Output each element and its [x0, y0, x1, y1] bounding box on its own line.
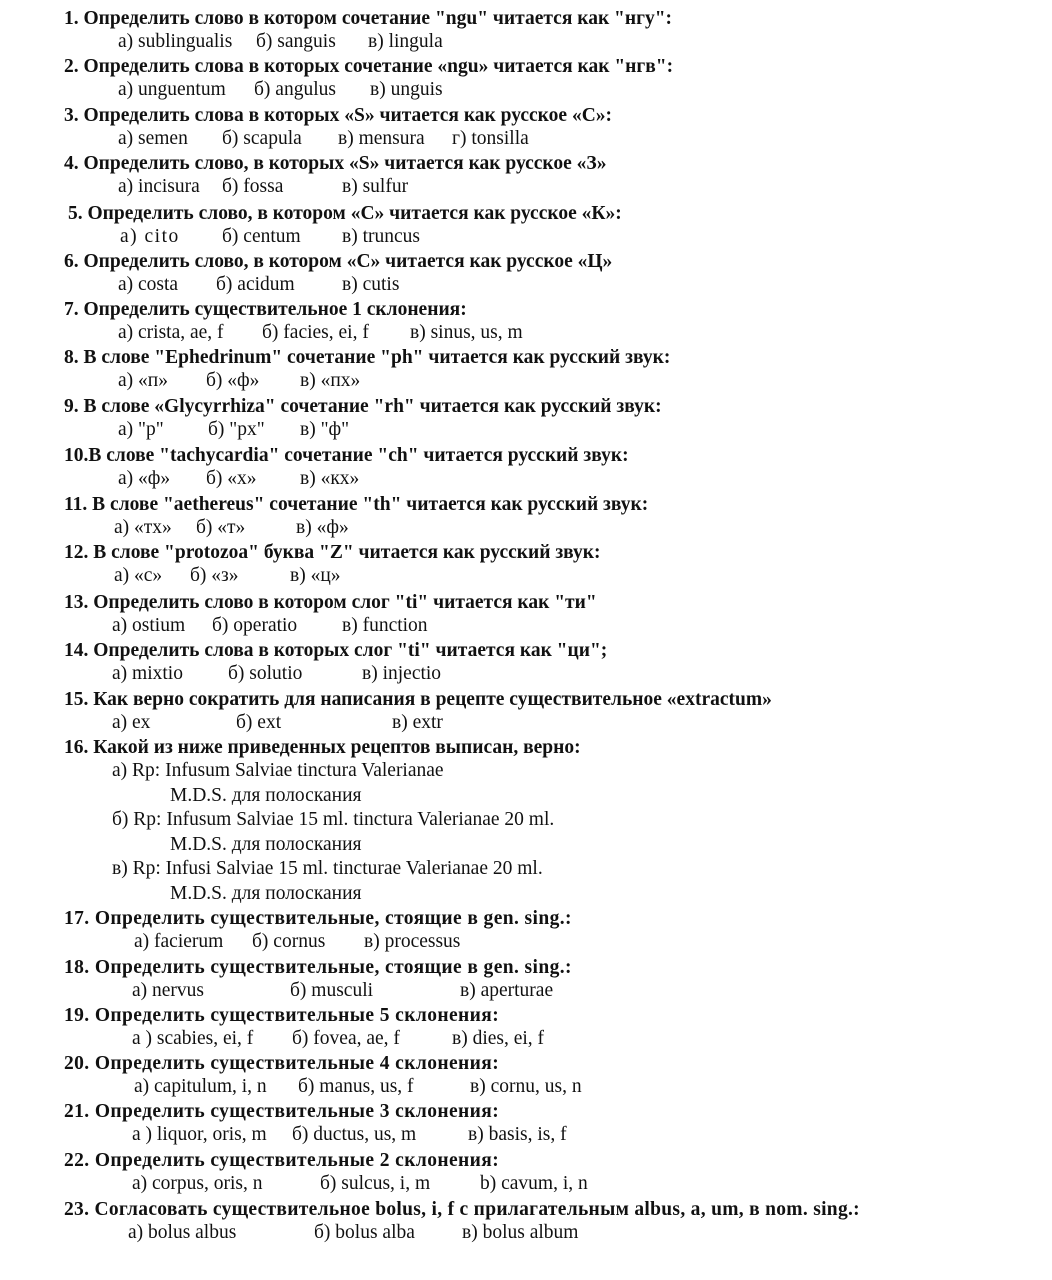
- option-3c: в) mensura: [338, 128, 425, 149]
- option-3b: б) scapula: [222, 128, 302, 149]
- option-5c: в) truncus: [342, 226, 420, 247]
- question-19: 19. Определить существительные 5 склонения:: [64, 1005, 500, 1026]
- option-17a: а) facierum: [134, 931, 224, 952]
- option-18c: в) aperturae: [460, 980, 554, 1001]
- option-14a: а) mixtio: [112, 663, 183, 684]
- question-3: 3. Определить слова в которых «S» читается как русское «С»:: [64, 105, 613, 126]
- question-1: 1. Определить слово в котором сочетание "ngu" читается как "нгу":: [64, 8, 673, 29]
- option-20c: в) cornu, us, n: [470, 1076, 582, 1097]
- recipe-c-line-1: в) Rp: Infusi Salviae 15 ml. tincturae Valerianae 20 ml.: [112, 858, 543, 879]
- recipe-b-line-1: б) Rp: Infusum Salviae 15 ml. tinctura Valerianae 20 ml.: [112, 809, 555, 830]
- option-6a: а) costa: [118, 274, 179, 295]
- recipe-c-line-2: M.D.S. для полоскания: [170, 883, 362, 904]
- question-17: 17. Определить существительные, стоящие в gen. sing.:: [64, 908, 572, 929]
- option-21b: б) ductus, us, m: [292, 1124, 417, 1145]
- option-2c: в) unguis: [370, 79, 443, 100]
- option-19b: б) fovea, ae, f: [292, 1028, 400, 1049]
- option-20a: а) capitulum, i, n: [134, 1076, 267, 1097]
- question-21: 21. Определить существительные 3 склонения:: [64, 1101, 500, 1122]
- option-9a: а) "р": [118, 419, 164, 440]
- option-1c: в) lingula: [368, 31, 443, 52]
- option-21a: а ) liquor, oris, m: [132, 1124, 267, 1145]
- option-15c: в) extr: [392, 712, 443, 733]
- option-17c: в) processus: [364, 931, 461, 952]
- option-23a: а) bolus albus: [128, 1222, 237, 1243]
- question-14: 14. Определить слова в которых слог "ti" читается как "ци";: [64, 640, 608, 661]
- option-11c: в) «ф»: [296, 517, 349, 538]
- option-23c: в) bolus album: [462, 1222, 579, 1243]
- question-18: 18. Определить существительные, стоящие в gen. sing.:: [64, 957, 572, 978]
- option-12a: а) «с»: [114, 565, 163, 586]
- option-18a: а) nervus: [132, 980, 205, 1001]
- question-2: 2. Определить слова в которых сочетание «ngu» читается как "нгв":: [64, 56, 674, 77]
- option-13c: в) function: [342, 615, 428, 636]
- option-13a: а) ostium: [112, 615, 186, 636]
- option-10c: в) «кх»: [300, 468, 360, 489]
- recipe-a-line-2: M.D.S. для полоскания: [170, 785, 362, 806]
- question-16: 16. Какой из ниже приведенных рецептов выписан, верно:: [64, 737, 581, 758]
- option-22b: б) sulcus, i, m: [320, 1173, 431, 1194]
- question-9: 9. В слове «Glycyrrhiza" сочетание "rh" читается как русский звук:: [64, 396, 662, 417]
- question-5: 5. Определить слово, в котором «С» читается как русское «К»:: [68, 203, 622, 224]
- option-5a: а) cito: [120, 226, 180, 247]
- option-4a: а) incisura: [118, 176, 200, 197]
- option-11a: а) «тх»: [114, 517, 172, 538]
- option-6c: в) cutis: [342, 274, 400, 295]
- option-8c: в) «пх»: [300, 370, 361, 391]
- option-12c: в) «ц»: [290, 565, 341, 586]
- option-8a: а) «п»: [118, 370, 168, 391]
- option-15b: б) ext: [236, 712, 282, 733]
- question-7: 7. Определить существительное 1 склонения:: [64, 299, 467, 320]
- option-5b: б) centum: [222, 226, 301, 247]
- option-23b: б) bolus alba: [314, 1222, 415, 1243]
- question-6: 6. Определить слово, в котором «С» читается как русское «Ц»: [64, 251, 613, 272]
- option-1a: а) sublingualis: [118, 31, 233, 52]
- option-9b: б) "рх": [208, 419, 265, 440]
- option-12b: б) «з»: [190, 565, 239, 586]
- question-10: 10.В слове "tachycardia" сочетание "ch" читается русский звук:: [64, 445, 629, 466]
- option-7b: б) facies, ei, f: [262, 322, 369, 343]
- question-15: 15. Как верно сократить для написания в рецепте существительное «extractum»: [64, 689, 772, 710]
- option-3d: г) tonsilla: [452, 128, 529, 149]
- option-4b: б) fossa: [222, 176, 284, 197]
- option-2a: а) unguentum: [118, 79, 226, 100]
- option-10a: а) «ф»: [118, 468, 171, 489]
- option-17b: б) cornus: [252, 931, 326, 952]
- option-13b: б) operatio: [212, 615, 298, 636]
- option-1b: б) sanguis: [256, 31, 336, 52]
- option-8b: б) «ф»: [206, 370, 260, 391]
- option-11b: б) «т»: [196, 517, 246, 538]
- option-22c: b) cavum, i, n: [480, 1173, 588, 1194]
- option-14c: в) injectio: [362, 663, 442, 684]
- option-14b: б) solutio: [228, 663, 303, 684]
- option-7a: а) crista, ae, f: [118, 322, 224, 343]
- question-4: 4. Определить слово, в которых «S» читается как русское «З»: [64, 153, 607, 174]
- option-7c: в) sinus, us, m: [410, 322, 523, 343]
- recipe-a-line-1: а) Rp: Infusum Salviae tinctura Valerianae: [112, 760, 444, 781]
- question-13: 13. Определить слово в котором слог "ti" читается как "ти": [64, 592, 597, 613]
- option-20b: б) manus, us, f: [298, 1076, 414, 1097]
- option-3a: а) semen: [118, 128, 188, 149]
- question-8: 8. В слове "Ephedrinum" сочетание "ph" читается как русский звук:: [64, 347, 671, 368]
- option-21c: в) basis, is, f: [468, 1124, 567, 1145]
- question-22: 22. Определить существительные 2 склонения:: [64, 1150, 500, 1171]
- option-19a: а ) scabies, ei, f: [132, 1028, 254, 1049]
- question-11: 11. В слове "aethereus" сочетание "th" читается как русский звук:: [64, 494, 649, 515]
- option-4c: в) sulfur: [342, 176, 409, 197]
- option-10b: б) «х»: [206, 468, 257, 489]
- question-20: 20. Определить существительные 4 склонения:: [64, 1053, 500, 1074]
- recipe-b-line-2: M.D.S. для полоскания: [170, 834, 362, 855]
- option-18b: б) musculi: [290, 980, 374, 1001]
- option-9c: в) "ф": [300, 419, 350, 440]
- question-12: 12. В слове "protozoa" буква "Z" читается как русский звук:: [64, 542, 601, 563]
- option-15a: а) ex: [112, 712, 151, 733]
- option-22a: а) corpus, oris, n: [132, 1173, 263, 1194]
- option-19c: в) dies, ei, f: [452, 1028, 545, 1049]
- option-6b: б) acidum: [216, 274, 295, 295]
- option-2b: б) angulus: [254, 79, 336, 100]
- question-23: 23. Согласовать существительное bolus, i, f с прилагательным albus, a, um, в nom. sing.:: [64, 1199, 860, 1220]
